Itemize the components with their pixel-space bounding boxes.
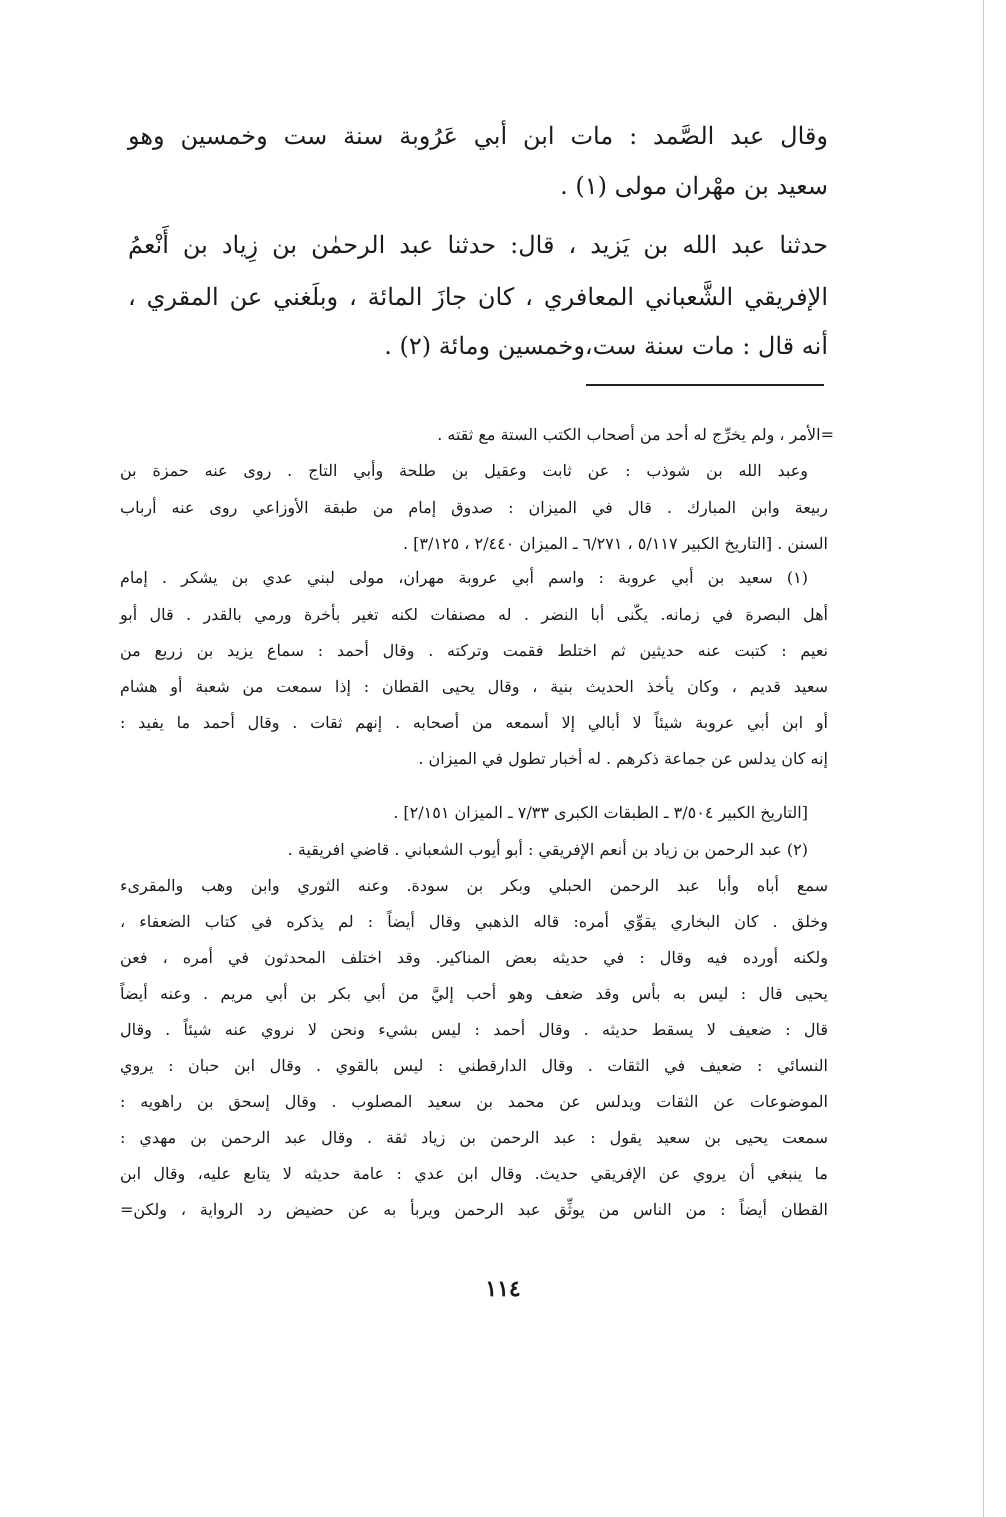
footnote-line: الموضوعات عن الثقات ويدلس عن محمد بن سعيد المصلوب . وقال إسحق بن راهويه : xyxy=(120,1092,828,1111)
footnote-line: قال : ضعيف لا يسقط حديثه . وقال أحمد : ليس بشيء ونحن لا نروي عنه شيئاً . وقال xyxy=(120,1020,829,1039)
footnote-line: ولكنه أورده فيه وقال : في حديثه بعض المناكير. وقد اختلف المحدثون في أمره ، فعن xyxy=(120,948,828,967)
footnote-line: ما ينبغي أن يروي عن الإفريقي حديث. وقال ابن عدي : عامة حديثه لا يتابع عليه، وقال ابن xyxy=(120,1164,829,1183)
footnote-line: سعيد قديم ، وكان يأخذ الحديث بنية ، وقال يحيى القطان : إذا سمعت من شعبة أو هشام xyxy=(120,677,828,696)
main-text-line: الإفريقي الشَّعباني المعافري ، كان جازَ المائة ، وبلَغني عن المقري ، xyxy=(128,283,828,311)
footnote-line: أو ابن أبي عروبة شيئاً لا أبالي إلا أسمعه من أصحابه . إنهم ثقات . وقال أحمد ما يفيد : xyxy=(120,713,828,732)
footnote-separator xyxy=(586,384,824,386)
footnote-line: سمعت يحيى بن سعيد يقول : عبد الرحمن بن زياد ثقة . وقال عبد الرحمن بن مهدي : xyxy=(120,1128,828,1147)
footnote-line: النسائي : ضعيف في الثقات . وقال الدارقطني : ليس بالقوي . وقال ابن حبان : يروي xyxy=(120,1056,828,1075)
footnote-line: إنه كان يدلس عن جماعة ذكرهم . له أخبار تطول في الميزان . xyxy=(418,749,828,768)
main-text-line: وقال عبد الصَّمد : مات ابن أبي عَرُوبة سنة ست وخمسين وهو xyxy=(128,122,828,150)
footnote-line: (١) سعيد بن أبي عروبة : واسم أبي عروبة مهران، مولى لبني عدي بن يشكر . إمام xyxy=(120,568,808,587)
footnote-line: القطان أيضاً : من الناس من يوثِّق عبد الرحمن ويربأ به عن حضيض رد الرواية ، ولكن= xyxy=(120,1200,828,1219)
footnote-line: (٢) عبد الرحمن بن زياد بن أنعم الإفريقي : أبو أيوب الشعباني . قاضي افريقية . xyxy=(287,840,808,859)
footnote-line: نعيم : كتبت عنه حديثين ثم اختلط فقمت وتركته . وقال أحمد : سماع يزيد بن زريع من xyxy=(120,641,828,660)
page-edge-line xyxy=(983,0,984,1517)
footnote-line: سمع أباه وأبا عبد الرحمن الحبلي وبكر بن سودة. وعنه الثوري وابن وهب والمقرىء xyxy=(120,876,829,895)
page-number: ١١٤ xyxy=(485,1276,521,1302)
main-text-line: أنه قال : مات سنة ست،وخمسين ومائة (٢) . xyxy=(384,332,828,360)
footnote-line: [التاريخ الكبير ٣/٥٠٤ ـ الطبقات الكبرى ٧/٣٣ ـ الميزان ٢/١٥١] . xyxy=(393,803,808,822)
main-text-line: سعيد بن مهْران مولى (١) . xyxy=(560,172,828,200)
footnote-line: وخلق . كان البخاري يقوِّي أمره: قاله الذهبي وقال أيضاً : لم يذكره في كتاب الضعفاء ، xyxy=(120,912,828,931)
footnote-line: يحيى قال : ليس به بأس وقد ضعف وهو أحب إليَّ من أبي بكر بن أبي مريم . وعنه أيضاً xyxy=(120,984,828,1003)
footnote-line: =الأمر ، ولم يخرِّج له أحد من أصحاب الكتب الستة مع ثقته . xyxy=(437,425,834,444)
main-text-line: حدثنا عبد الله بن يَزيد ، قال: حدثنا عبد الرحمٰن بن زِياد بن أَنْعمُ xyxy=(128,231,828,259)
footnote-line: السنن . [التاريخ الكبير ٥/١١٧ ، ٦/٢٧١ ـ الميزان ٢/٤٤٠ ، ٣/١٢٥] . xyxy=(403,534,828,553)
footnote-line: ربيعة وابن المبارك . قال في الميزان : صدوق إمام من طبقة الأوزاعي روى عنه أرباب xyxy=(120,498,828,517)
footnote-line: أهل البصرة في زمانه. يكّنى أبا النضر . له مصنفات لكنه تغير بأخرة ورمي بالقدر . قال أبو xyxy=(120,605,828,624)
footnote-line: وعبد الله بن شوذب : عن ثابت وعقيل بن طلحة وأبي التاج . روى عنه حمزة بن xyxy=(120,461,808,480)
